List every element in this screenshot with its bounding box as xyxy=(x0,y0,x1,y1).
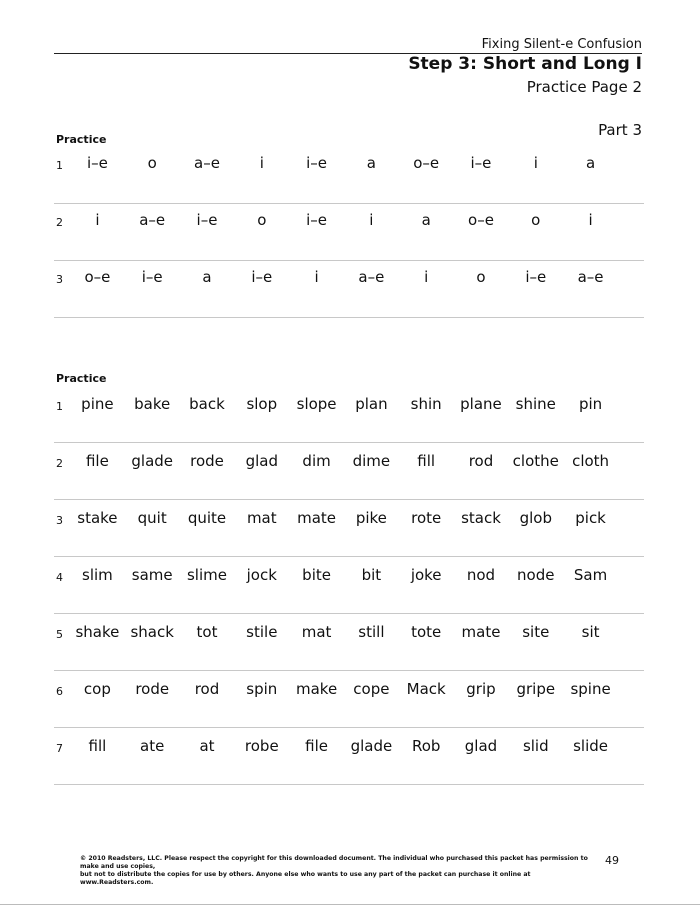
practice-item: make xyxy=(295,680,338,698)
row-number: 2 xyxy=(56,457,63,470)
practice-item: pick xyxy=(575,509,606,527)
practice-row xyxy=(54,613,644,671)
practice-item: i xyxy=(314,268,319,286)
practice-item: i xyxy=(588,211,593,229)
practice-item: i–e xyxy=(306,211,328,229)
practice-item: jock xyxy=(246,566,277,584)
practice-item: slide xyxy=(573,737,609,755)
practice-row xyxy=(54,203,644,261)
row-number: 6 xyxy=(56,685,63,698)
practice-item: i xyxy=(424,268,429,286)
practice-item: i–e xyxy=(141,268,163,286)
practice-item: tote xyxy=(411,623,442,641)
practice-row xyxy=(54,499,644,557)
practice-item: glob xyxy=(519,509,552,527)
practice-item: pin xyxy=(578,395,603,413)
practice-item: quit xyxy=(137,509,167,527)
practice-item: Sam xyxy=(573,566,608,584)
row-items xyxy=(70,268,644,286)
row-number: 2 xyxy=(56,216,63,229)
practice-item: i xyxy=(95,211,100,229)
copyright-line-2: but not to distribute the copies for use by others. Anyone else who wants to use any part of the packet can purchase it online at www.Readsters.com. xyxy=(80,871,531,886)
practice-item: stack xyxy=(461,509,501,527)
practice-item: slope xyxy=(296,395,337,413)
practice-item: grip xyxy=(466,680,496,698)
practice-item: fill xyxy=(417,452,436,470)
practice-item: bite xyxy=(302,566,331,584)
row-number: 7 xyxy=(56,742,63,755)
practice-item: node xyxy=(517,566,555,584)
practice-item: i–e xyxy=(525,268,547,286)
row-items xyxy=(70,680,644,698)
practice-item: i xyxy=(259,154,264,172)
row-items xyxy=(70,452,644,470)
practice-item: o–e xyxy=(413,154,440,172)
practice-item: pine xyxy=(81,395,114,413)
practice-item: dime xyxy=(352,452,391,470)
practice-item: i–e xyxy=(86,154,108,172)
practice-item: rode xyxy=(190,452,224,470)
practice-item: mate xyxy=(297,509,337,527)
practice-item: site xyxy=(522,623,550,641)
part-label: Part 3 xyxy=(598,121,642,139)
practice-item: glad xyxy=(245,452,278,470)
header-page-title: Practice Page 2 xyxy=(526,78,642,96)
practice-row xyxy=(54,556,644,614)
row-number: 5 xyxy=(56,628,63,641)
practice-item: same xyxy=(131,566,173,584)
practice-item: glad xyxy=(464,737,498,755)
practice-item: fill xyxy=(88,737,107,755)
practice-item: stake xyxy=(77,509,118,527)
practice-item: shin xyxy=(410,395,442,413)
footer-page-number: 49 xyxy=(605,854,619,867)
practice-row xyxy=(54,727,644,785)
practice-item: file xyxy=(305,737,329,755)
practice-row xyxy=(54,442,644,500)
copyright-line-1: © 2010 Readsters, LLC. Please respect the copyright for this downloaded document. The individual who purchased this packet has permission to make and use copies, xyxy=(80,855,588,870)
practice-item: bit xyxy=(361,566,382,584)
practice-item: i–e xyxy=(470,154,492,172)
practice-row xyxy=(54,260,644,318)
practice-item: o xyxy=(257,211,267,229)
practice-item: rode xyxy=(135,680,170,698)
practice-item: spin xyxy=(246,680,278,698)
practice-item: i–e xyxy=(251,268,273,286)
practice-item: plan xyxy=(355,395,388,413)
practice-item: o–e xyxy=(84,268,111,286)
practice-item: o–e xyxy=(468,211,494,229)
row-number: 3 xyxy=(56,273,63,286)
row-number: 1 xyxy=(56,159,63,172)
practice-item: slid xyxy=(522,737,549,755)
practice-item: joke xyxy=(410,566,442,584)
practice-item: clothe xyxy=(512,452,559,470)
practice-item: a xyxy=(202,268,212,286)
practice-item: i xyxy=(533,154,538,172)
practice-item: a xyxy=(421,211,431,229)
practice-row xyxy=(54,670,644,728)
practice-item: o xyxy=(476,268,486,286)
practice-item: ate xyxy=(140,737,165,755)
practice-item: Rob xyxy=(411,737,441,755)
practice-item: slop xyxy=(246,395,278,413)
practice-item: quite xyxy=(187,509,227,527)
row-items xyxy=(70,566,644,584)
practice-item: rod xyxy=(468,452,494,470)
practice-item: a xyxy=(585,154,596,172)
practice-item: back xyxy=(189,395,225,413)
practice-item: Mack xyxy=(406,680,446,698)
practice-item: i xyxy=(369,211,374,229)
practice-row xyxy=(54,385,644,443)
practice-item: glade xyxy=(131,452,174,470)
practice-item: still xyxy=(358,623,385,641)
practice-item: cope xyxy=(353,680,390,698)
header-series-title: Fixing Silent-e Confusion xyxy=(481,37,642,52)
practice-item: rod xyxy=(194,680,220,698)
row-items xyxy=(70,623,644,641)
practice-item: i–e xyxy=(196,211,218,229)
practice-item: stile xyxy=(246,623,278,641)
row-items xyxy=(70,737,644,755)
practice-item: cloth xyxy=(572,452,610,470)
practice-item: slime xyxy=(186,566,227,584)
practice-item: a–e xyxy=(358,268,385,286)
practice-item: pike xyxy=(355,509,387,527)
practice-item: dim xyxy=(302,452,331,470)
practice-item: mat xyxy=(301,623,332,641)
practice-item: a xyxy=(366,154,376,172)
practice-item: spine xyxy=(570,680,611,698)
practice-item: rote xyxy=(411,509,442,527)
row-items xyxy=(70,211,644,229)
practice-item: nod xyxy=(466,566,496,584)
practice-item: shack xyxy=(130,623,174,641)
practice-item: sit xyxy=(581,623,600,641)
practice-item: mat xyxy=(246,509,277,527)
practice-item: file xyxy=(85,452,109,470)
practice-item: at xyxy=(199,737,215,755)
section1-label: Practice xyxy=(56,133,107,146)
practice-item: plane xyxy=(460,395,502,413)
row-number: 4 xyxy=(56,571,63,584)
practice-row xyxy=(54,146,644,204)
bottom-rule xyxy=(0,904,700,905)
practice-item: glade xyxy=(350,737,393,755)
row-number: 3 xyxy=(56,514,63,527)
practice-item: o xyxy=(531,211,541,229)
practice-item: tot xyxy=(196,623,218,641)
practice-item: i–e xyxy=(306,154,328,172)
practice-item: a–e xyxy=(139,211,166,229)
practice-item: a–e xyxy=(577,268,604,286)
header-step-title: Step 3: Short and Long I xyxy=(408,54,642,74)
practice-item: slim xyxy=(82,566,113,584)
section2-label: Practice xyxy=(56,372,107,385)
practice-item: mate xyxy=(461,623,501,641)
practice-item: robe xyxy=(244,737,279,755)
row-number: 1 xyxy=(56,400,63,413)
practice-item: a–e xyxy=(194,154,220,172)
practice-item: bake xyxy=(134,395,171,413)
footer-copyright xyxy=(80,855,600,887)
practice-item: o xyxy=(147,154,157,172)
practice-item: cop xyxy=(83,680,111,698)
practice-item: shine xyxy=(515,395,556,413)
row-items xyxy=(70,154,644,172)
row-items xyxy=(70,509,644,527)
practice-item: shake xyxy=(75,623,120,641)
row-items xyxy=(70,395,644,413)
practice-item: gripe xyxy=(516,680,556,698)
